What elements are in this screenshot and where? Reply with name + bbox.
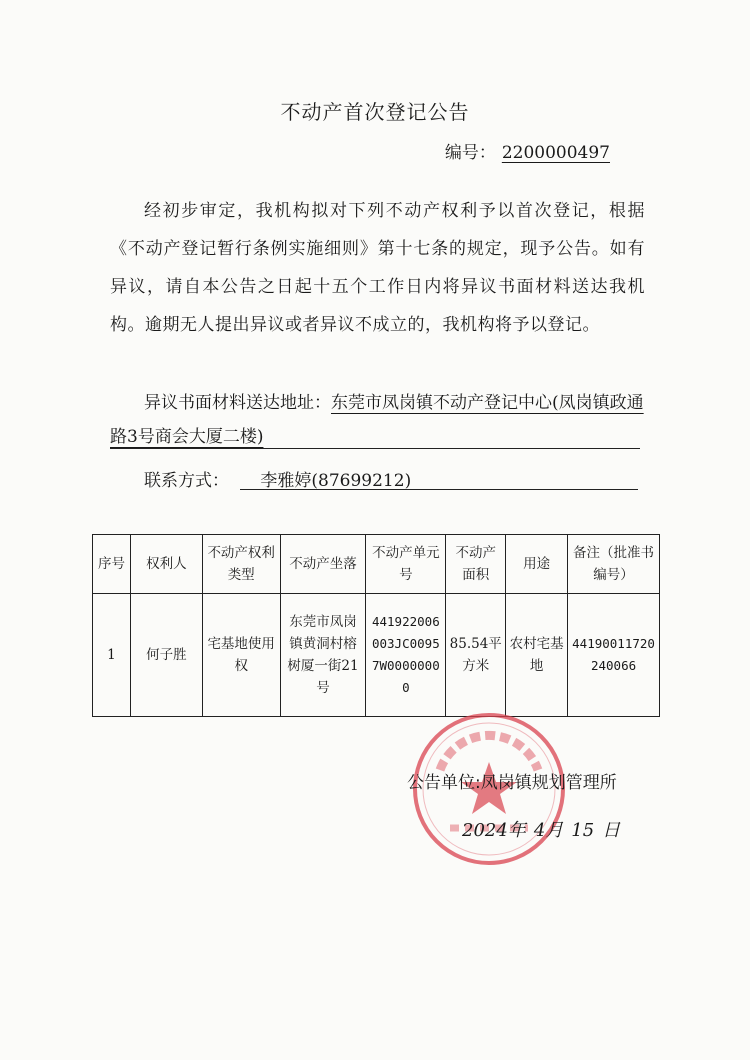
number-value: 2200000497 — [501, 143, 610, 163]
date-day: 15 — [571, 820, 595, 841]
header-cell: 用途 — [506, 535, 568, 594]
contact-info — [110, 466, 679, 491]
date-year-suffix: 年 — [507, 820, 526, 841]
contact-label: 联系方式： — [144, 471, 229, 491]
cell-usage: 农村宅基地 — [506, 594, 568, 717]
date-month: 4 — [533, 820, 546, 841]
announcement-date — [462, 816, 620, 842]
header-cell: 备注（批准书编号） — [568, 535, 660, 594]
document-title: 不动产首次登记公告 — [280, 100, 470, 124]
cell-unit-number: 441922006003JC00957W00000000 — [366, 594, 446, 717]
property-table — [92, 534, 660, 717]
cell-location: 东莞市凤岗镇黄洞村榕树厦一街21号 — [280, 594, 366, 717]
address-label: 异议书面材料送达地址： — [144, 393, 331, 413]
address-value: 东莞市凤岗镇不动产登记中心(凤岗镇政通路3号商会大厦二楼) — [110, 393, 644, 447]
cell-approval-number: 44190011720240066 — [568, 594, 660, 717]
cell-index: 1 — [93, 594, 131, 717]
date-year: 2024 — [462, 820, 508, 841]
contact-underline — [240, 489, 638, 490]
contact-value: 李雅婷(87699212) — [260, 471, 412, 491]
header-cell: 权利人 — [130, 535, 202, 594]
cell-right-type: 宅基地使用权 — [202, 594, 280, 717]
announcement-body: 经初步审定，我机构拟对下列不动产权利予以首次登记，根据《不动产登记暂行条例实施细则》第十七条的规定，现予公告。如有异议，请自本公告之日起十五个工作日内将异议书面材料送达我机构。逾期无人提出异议或者异议不成立的，我机构将予以登记。 — [110, 201, 645, 335]
header-cell: 不动产单元号 — [366, 535, 446, 594]
table-header-row — [93, 535, 660, 594]
cell-area: 85.54平方米 — [446, 594, 506, 717]
table-row — [93, 594, 660, 717]
issuer — [407, 768, 617, 793]
document-number — [445, 138, 610, 163]
header-cell: 不动产面积 — [446, 535, 506, 594]
issuer-label: 公告单位: — [407, 773, 481, 793]
date-month-suffix: 月 — [545, 820, 564, 841]
header-cell: 序号 — [93, 535, 131, 594]
date-day-suffix: 日 — [602, 820, 621, 841]
address-underline — [110, 448, 640, 449]
issuer-value: 凤岗镇规划管理所 — [480, 773, 617, 793]
cell-owner: 何子胜 — [130, 594, 202, 717]
objection-address — [110, 386, 645, 454]
header-cell: 不动产权利类型 — [202, 535, 280, 594]
number-label: 编号： — [444, 143, 496, 163]
header-cell: 不动产坐落 — [280, 535, 366, 594]
